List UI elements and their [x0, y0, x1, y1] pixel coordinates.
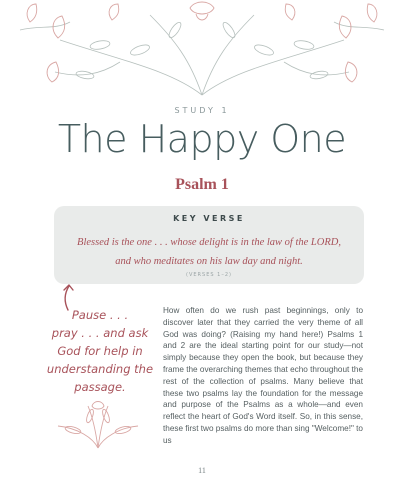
floral-ornament [0, 0, 404, 100]
margin-note-line: God for help in [57, 344, 143, 358]
margin-note-line: pray . . . and ask [51, 326, 149, 340]
key-verse-heading: KEY VERSE [173, 214, 245, 223]
page-title: The Happy One [57, 117, 347, 161]
key-verse-line-2: and who meditates on his law day and night. [115, 256, 303, 267]
margin-note [44, 306, 156, 396]
margin-note-line: passage. [74, 380, 126, 394]
margin-note-line: understanding the [46, 362, 154, 376]
key-verse-text [54, 233, 364, 271]
key-verse-reference: (VERSES 1–2) [186, 272, 232, 278]
psalm-subtitle: Psalm 1 [175, 176, 229, 193]
study-label: STUDY 1 [174, 106, 230, 115]
key-verse-line-1: Blessed is the one . . . whose delight is in the law of the LORD, [77, 237, 341, 248]
page-number: 11 [198, 466, 206, 475]
floral-sprig-icon [48, 398, 148, 450]
body-paragraph: How often do we rush past beginnings, only to discover later that they carried the very theme of all God was doing? (Raising my hand here!) Psalms 1 and 2 are the ideal starting point for our study—not simply because they open the book, but because they frame the overarching themes that echo throughout the rest of the collection of psalms. Many believe that these two psalms lay the foundation for the message and purpose of the Psalms as a whole—and even reflect the heart of God's Word itself. So, in this sense, these first two psalms do more than sing "Welcome!" to us [163, 306, 363, 445]
margin-note-line: Pause . . . [71, 308, 129, 322]
key-verse-box [54, 206, 364, 284]
